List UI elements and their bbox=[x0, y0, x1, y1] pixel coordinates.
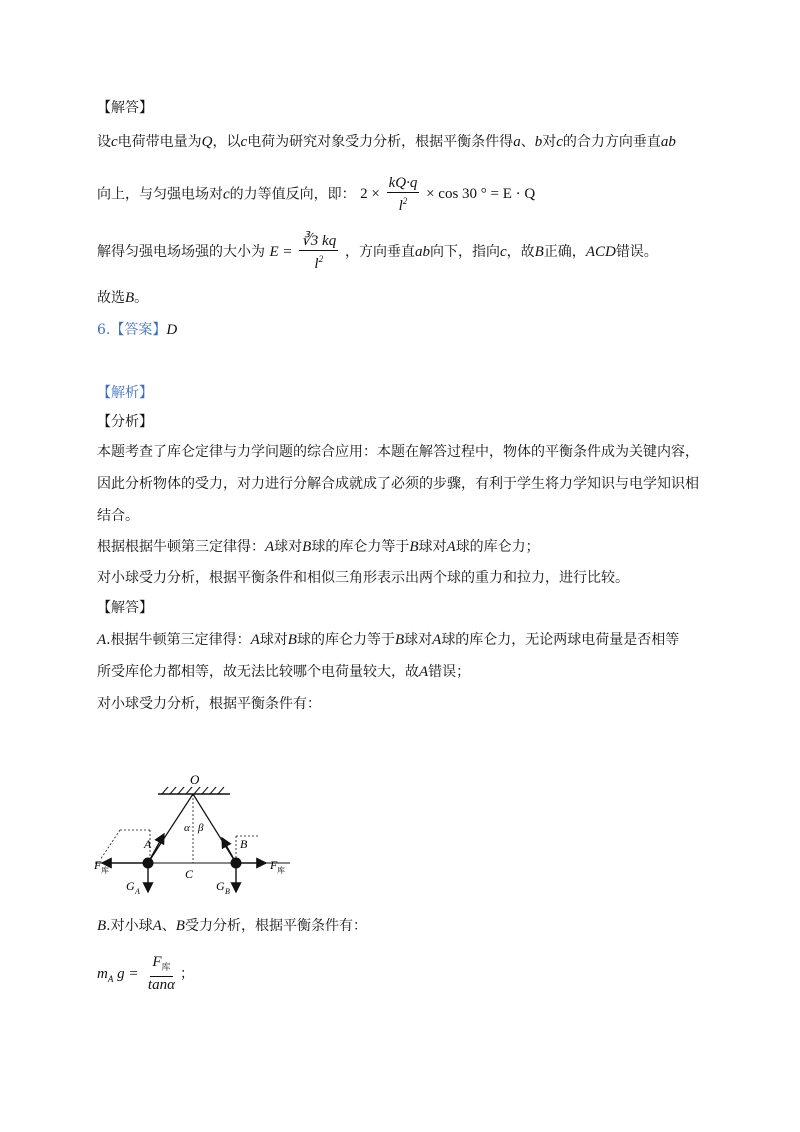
var-B: B bbox=[97, 918, 107, 934]
paragraph-3: 结合。 bbox=[97, 508, 139, 524]
formula-fraction bbox=[146, 954, 177, 994]
den-base: l bbox=[398, 198, 403, 214]
label-beta: β bbox=[198, 822, 204, 834]
fraction bbox=[387, 175, 420, 215]
text: 球对 bbox=[418, 539, 447, 555]
text: 球对 bbox=[259, 632, 288, 648]
var-c: c bbox=[499, 244, 507, 260]
text: 的力等值反向，即： bbox=[229, 186, 356, 203]
ball-B bbox=[231, 858, 242, 869]
text: 错误。 bbox=[615, 244, 658, 260]
text: 解得匀强电场场强的大小为 bbox=[97, 244, 265, 260]
den-base: l bbox=[314, 255, 319, 272]
q6-answer-value: D bbox=[166, 322, 178, 338]
text: 设 bbox=[97, 134, 111, 150]
coef: 2 × bbox=[360, 186, 380, 203]
force-sub: 库 bbox=[161, 962, 171, 972]
var-B: B bbox=[302, 539, 312, 555]
solution-line-2 bbox=[97, 175, 536, 214]
denominator bbox=[397, 193, 410, 215]
formula-end: ； bbox=[179, 966, 194, 982]
mass-sub: A bbox=[107, 974, 114, 984]
formula-numerator bbox=[150, 954, 172, 977]
text: 受力分析，根据平衡条件有： bbox=[184, 918, 367, 934]
label-F-left: F bbox=[94, 858, 102, 872]
paragraph-1: 本题考查了库仑定律与力学问题的综合应用：本题在解答过程中，物体的平衡条件成为关键内容， bbox=[97, 444, 699, 460]
ceiling-hatch bbox=[162, 787, 224, 794]
var-c: c bbox=[240, 134, 248, 150]
text: ，以 bbox=[212, 134, 241, 150]
formula-denominator: tanα bbox=[147, 977, 175, 993]
text: 、 bbox=[161, 918, 176, 934]
gravity-eq: g = bbox=[117, 966, 139, 982]
force: F bbox=[152, 954, 162, 970]
text: 所受库伦力都相等，故无法比较哪个电荷量较大，故 bbox=[97, 664, 419, 680]
var-B: B bbox=[125, 290, 135, 306]
text: 向上，与匀强电场对 bbox=[97, 186, 223, 203]
var-A: A bbox=[152, 918, 162, 934]
fenxi-heading: 【分析】 bbox=[97, 414, 153, 430]
den-exp: 2 bbox=[402, 196, 408, 206]
label-GA-sub: A bbox=[135, 887, 140, 896]
formula-lhs bbox=[97, 966, 138, 982]
text: 、 bbox=[520, 134, 535, 150]
paragraph-4 bbox=[97, 537, 540, 557]
den-exp: 2 bbox=[318, 253, 324, 264]
var-a: a bbox=[513, 134, 521, 150]
label-C: C bbox=[185, 867, 194, 881]
label-GB: G bbox=[216, 879, 225, 893]
text: 球对 bbox=[404, 632, 433, 648]
var-ab: ab bbox=[414, 244, 430, 260]
denominator bbox=[312, 251, 325, 273]
var-B: B bbox=[534, 244, 544, 260]
fraction bbox=[299, 233, 338, 273]
var-c: c bbox=[556, 134, 563, 150]
label-F-right-sub: 库 bbox=[277, 866, 285, 875]
force-diagram bbox=[90, 768, 305, 898]
text: 电荷为研究对象受力分析，根据平衡条件得 bbox=[247, 134, 514, 150]
mass: m bbox=[97, 966, 108, 982]
equation-rest: × cos 30 ° = E · Q bbox=[426, 186, 536, 203]
text: 。 bbox=[134, 290, 149, 306]
var-ab: ab bbox=[660, 134, 676, 150]
text: 故选 bbox=[97, 290, 125, 306]
ball-A bbox=[143, 858, 154, 869]
text: 向下，指向 bbox=[429, 244, 500, 260]
text: .对小球 bbox=[106, 918, 153, 934]
var-ACD: ACD bbox=[585, 244, 616, 260]
paragraph-5: 对小球受力分析，根据平衡条件和相似三角形表示出两个球的重力和拉力，进行比较。 bbox=[97, 570, 629, 586]
paragraph-2: 因此分析物体的受力，对力进行分解合成就成了必须的步骤，有利于学生将力学知识与电学知识相 bbox=[97, 476, 699, 492]
text: 球的库仑力； bbox=[455, 539, 540, 555]
field-equation bbox=[269, 232, 345, 272]
var-A: A bbox=[446, 539, 456, 555]
text: 球的库仑力等于 bbox=[296, 632, 395, 648]
label-O: O bbox=[190, 772, 200, 787]
text: 球的库仑力等于 bbox=[311, 539, 410, 555]
solution-line-1 bbox=[97, 132, 676, 152]
var-c: c bbox=[111, 134, 118, 150]
text: 球的库仑力，无论两球电荷量是否相等 bbox=[441, 632, 680, 648]
paragraph-6 bbox=[97, 630, 679, 650]
numerator: kQ·q bbox=[388, 175, 418, 191]
var-c: c bbox=[223, 186, 230, 203]
text: 的合力方向垂直 bbox=[562, 134, 661, 150]
var-B: B bbox=[175, 918, 185, 934]
label-A: A bbox=[144, 837, 152, 851]
lhs: E = bbox=[269, 244, 293, 260]
q6-answer-label: 6.【答案】 bbox=[97, 322, 167, 338]
label-F-right: F bbox=[270, 858, 278, 872]
text: 根据根据牛顿第三定律得： bbox=[97, 539, 265, 555]
var-A: A bbox=[265, 539, 275, 555]
paragraph-9 bbox=[97, 916, 367, 936]
var-Q: Q bbox=[201, 134, 213, 150]
solution-line-4 bbox=[97, 288, 148, 308]
paragraph-8: 对小球受力分析，根据平衡条件有： bbox=[97, 696, 321, 712]
jieda-heading: 【解答】 bbox=[97, 600, 153, 616]
text: .根据牛顿第三定律得： bbox=[106, 632, 251, 648]
text: 正确， bbox=[543, 244, 586, 260]
analysis-heading: 【解析】 bbox=[97, 385, 153, 401]
solution-heading: 【解答】 bbox=[97, 100, 153, 116]
var-b: b bbox=[534, 134, 543, 150]
label-GB-sub: B bbox=[225, 887, 230, 896]
text: 电荷带电量为 bbox=[117, 134, 202, 150]
var-A: A bbox=[419, 664, 429, 680]
text: 对 bbox=[542, 134, 557, 150]
dashed-left-diag bbox=[100, 830, 120, 860]
text: ，故 bbox=[506, 244, 535, 260]
q6-answer-line bbox=[97, 320, 177, 340]
balance-formula bbox=[97, 952, 194, 996]
var-B: B bbox=[409, 539, 419, 555]
var-A: A bbox=[97, 632, 107, 648]
text: 错误； bbox=[428, 664, 471, 680]
paragraph-7 bbox=[97, 662, 470, 682]
numerator: ∛3 kq bbox=[301, 232, 337, 249]
var-B: B bbox=[287, 632, 297, 648]
text: 球对 bbox=[274, 539, 303, 555]
var-A: A bbox=[250, 632, 260, 648]
var-A: A bbox=[432, 632, 442, 648]
label-B: B bbox=[240, 837, 248, 851]
text: ，方向垂直 bbox=[344, 244, 415, 260]
label-alpha: α bbox=[184, 822, 190, 834]
solution-line-3 bbox=[97, 232, 658, 272]
var-B: B bbox=[394, 632, 405, 648]
label-GA: G bbox=[126, 879, 135, 893]
label-F-left-sub: 库 bbox=[101, 866, 109, 875]
